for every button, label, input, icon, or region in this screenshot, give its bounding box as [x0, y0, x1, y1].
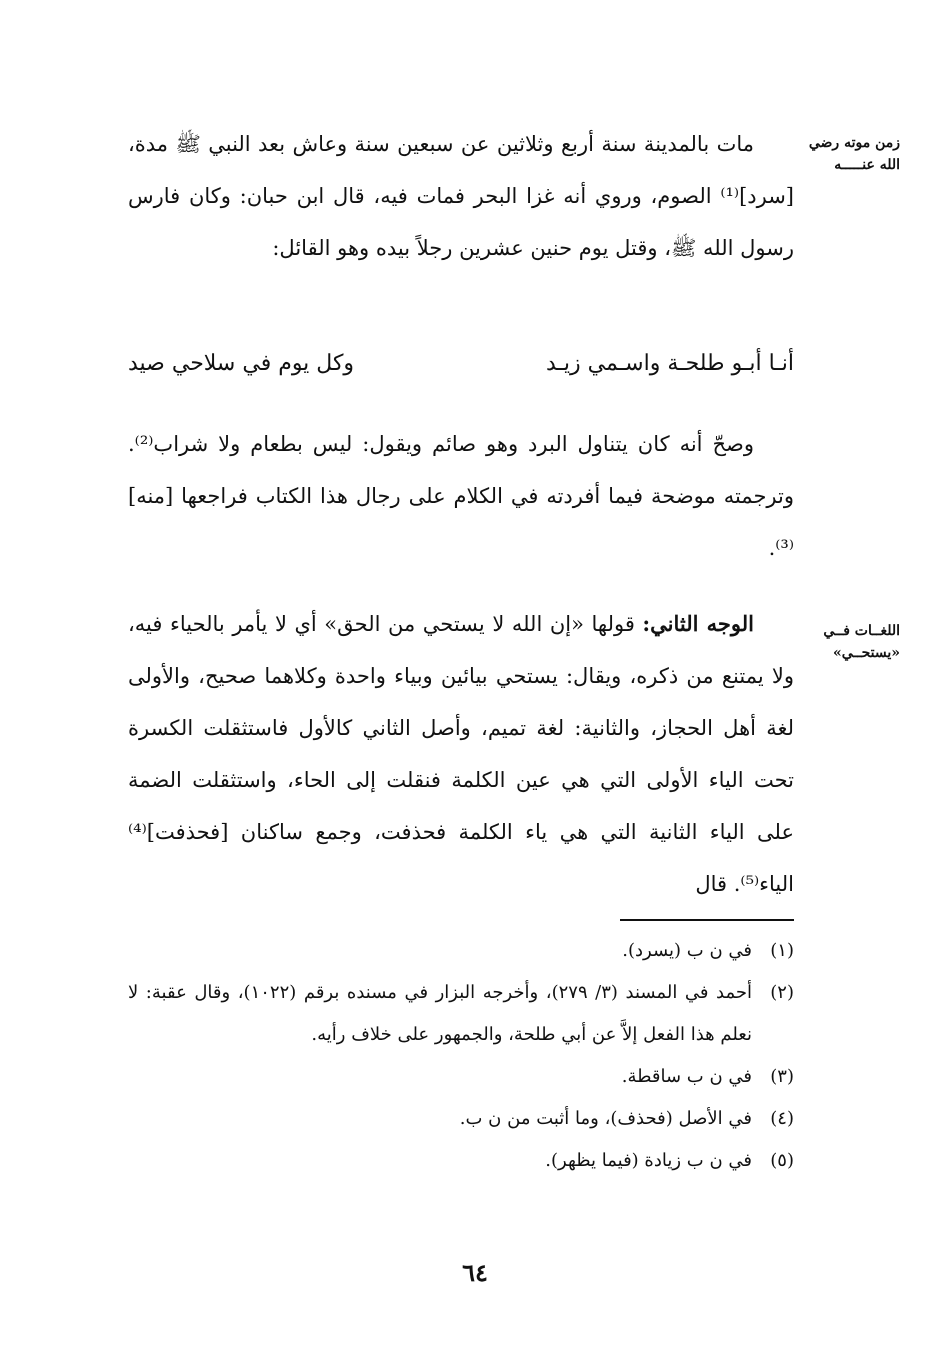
footnote-item — [128, 1098, 794, 1140]
paragraph-3-lead: الوجه الثاني: — [642, 611, 754, 636]
page-number: ٦٤ — [462, 1258, 488, 1287]
poetry-verse — [128, 338, 794, 390]
footnote-item — [128, 1056, 794, 1098]
paragraph-2-block — [128, 418, 794, 574]
verse-first-hemistich: أنـا أبـو طلحـة واسـمي زيـد — [545, 351, 794, 376]
footnote-text: في ن ب (يسرد). — [622, 940, 752, 961]
verse-second-hemistich: وكل يوم في سلاحي صيد — [128, 351, 355, 376]
footnote-separator — [620, 919, 794, 921]
paragraph-3-block — [128, 598, 794, 910]
footnote-text: أحمد في المسند (٣/ ٢٧٩)، وأخرجه البزار في مسنده برقم (١٠٢٢)، وقال عقبة: لا نعلم هذا الفعل إلاَّ عن أبي طلحة، والجمهور على خلاف رأيه. — [128, 982, 752, 1045]
paragraph-2: وصحّ أنه كان يتناول البرد وهو صائم ويقول: ليس بطعام ولا شراب⁽²⁾. وترجمته موضحة فيما أفردته في الكلام على رجال هذا الكتاب فراجعها [منه]⁽³⁾. — [128, 432, 794, 560]
footnote-text: في الأصل (فحذف)، وما أثبت من ن ب. — [459, 1108, 752, 1129]
margin-note-dialects: اللغــات فــي «يستحــي» — [823, 623, 900, 661]
footnote-item — [128, 1140, 794, 1182]
footnote-item — [128, 930, 794, 972]
footnote-number: (٥) — [770, 1150, 794, 1171]
margin-note-death: زمن موته رضي الله عنـــــه — [808, 135, 900, 173]
footnote-text: في ن ب ساقطة. — [621, 1066, 752, 1087]
footnote-item — [128, 972, 794, 1056]
footnote-number: (٤) — [770, 1108, 794, 1129]
paragraph-1-block — [128, 118, 794, 274]
footnote-number: (٢) — [770, 982, 794, 1003]
footnote-number: (١) — [770, 940, 794, 961]
paragraph-3 — [128, 598, 794, 910]
paragraph-3-text: قولها «إن الله لا يستحي من الحق» أي لا يأمر بالحياء فيه، ولا يمتنع من ذكره، ويقال: يستحي بيائين وبياء واحدة وكلاهما صحيح، والأولى لغة أهل الحجاز، والثانية: لغة تميم، وأصل الثاني كالأول فاستثقلت الكسرة تحت الياء الأولى التي هي عين الكلمة فنقلت إلى الحاء، واستثقلت الضمة على الياء الثانية التي هي ياء الكلمة فحذفت، وجمع ساكنان [فحذفت]⁽⁴⁾ الياء⁽⁵⁾. قال — [128, 612, 794, 896]
paragraph-1: مات بالمدينة سنة أربع وثلاثين عن سبعين سنة وعاش بعد النبي ﷺ مدة، [سرد]⁽¹⁾ الصوم، وروي أنه غزا البحر فمات فيه، قال ابن حبان: وكان فارس رسول الله ﷺ، وقتل يوم حنين عشرين رجلاً بيده وهو القائل: — [128, 132, 794, 260]
footnote-number: (٣) — [770, 1066, 794, 1087]
footnote-text: في ن ب زيادة (فيما يظهر). — [545, 1150, 752, 1171]
footnotes — [128, 930, 794, 1182]
